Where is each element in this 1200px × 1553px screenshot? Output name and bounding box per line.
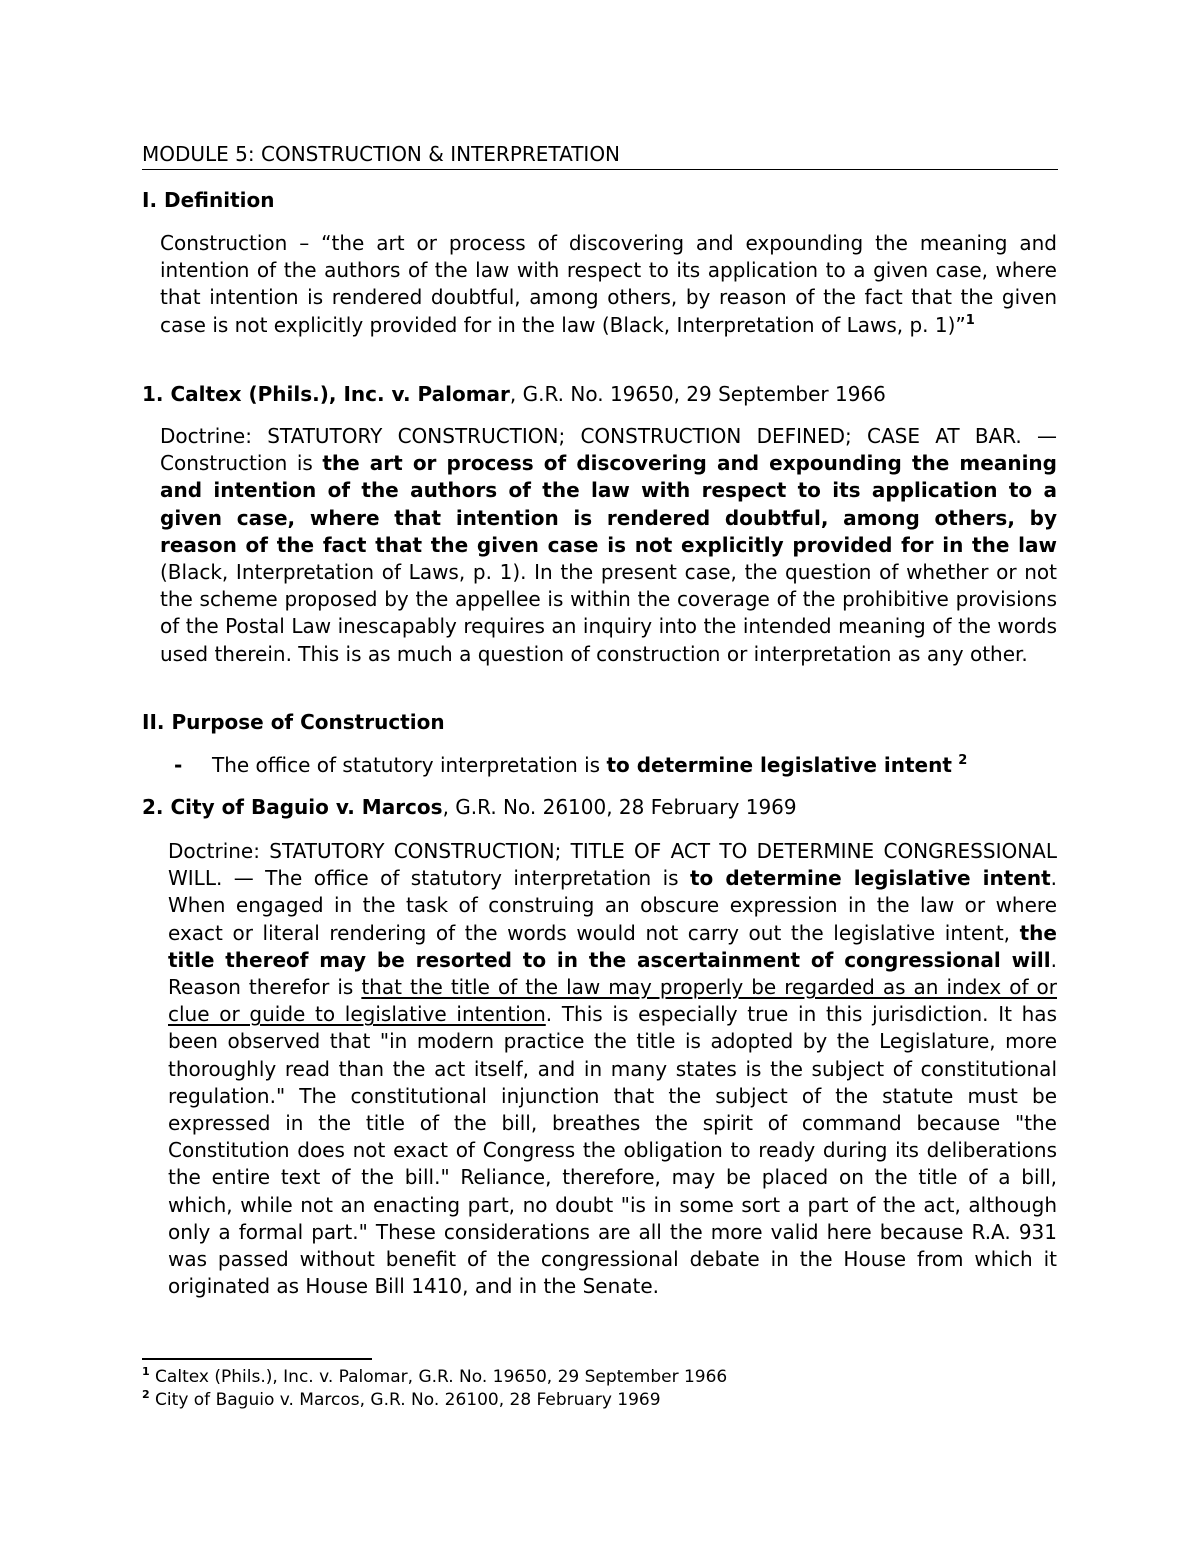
footnote-1 — [142, 1366, 727, 1389]
doctrine-paragraph-baguio — [168, 838, 1057, 1300]
definition-text: Construction – “the art or process of discovering and expounding the meaning and intention of the authors of the law with respect to its application to a given case, where that intention is rendered doubtful, among others, by reason of the fact that the given case is not explicitly provided for in the law (Black, Interpretation of Laws, p. 1)” — [160, 231, 1057, 337]
bullet-dash: - — [174, 753, 183, 777]
footnote-text-2: City of Baguio v. Marcos, G.R. No. 26100, 28 February 1969 — [149, 1390, 661, 1410]
bullet-text: The office of statutory interpretation is — [212, 753, 607, 777]
footnote-number-1: 1 — [142, 1365, 150, 1378]
doctrine-emphasis-caltex: the art or process of discovering and expounding the meaning and intention of the authors of the law with respect to its application to a given case, where that intention is rendered doubtful, among others, by reason of the fact that the given case is not explicitly provided for in the law — [160, 451, 1057, 557]
footnote-separator — [142, 1358, 372, 1360]
section-heading-purpose: II. Purpose of Construction — [142, 710, 445, 734]
footnote-ref-2[interactable]: 2 — [958, 753, 968, 768]
case-heading-baguio — [142, 794, 797, 821]
doctrine-intro-baguio: Doctrine: STATUTORY CONSTRUCTION; TITLE OF ACT TO DETERMINE CONGRESSIONAL WILL. — The office of statutory interpretation is — [168, 839, 1057, 891]
module-title: MODULE 5: CONSTRUCTION & INTERPRETATION — [142, 140, 1058, 170]
doctrine-emphasis-baguio-2: the title thereof may be resorted to in the ascertainment of congressional will — [168, 920, 1057, 972]
section-heading-definition: I. Definition — [142, 188, 275, 212]
bullet-emphasis: to determine legislative intent — [606, 753, 952, 777]
case-citation-caltex: , G.R. No. 19650, 29 September 1966 — [509, 382, 886, 406]
doctrine-rest-caltex: (Black, Interpretation of Laws, p. 1). In the present case, the question of whether or not the scheme proposed by the appellee is within the coverage of the prohibitive provisions of the Postal Law inescapably requires an inquiry into the intended meaning of the words used therein. This is as much a question of construction or interpretation as any other. — [160, 560, 1057, 666]
bullet-item-purpose — [174, 752, 967, 779]
doctrine-mid-baguio: . When engaged in the task of construing an obscure expression in the law or where exact or literal rendering of the words would not carry out the legislative intent, — [168, 866, 1057, 945]
case-citation-baguio: , G.R. No. 26100, 28 February 1969 — [442, 795, 797, 819]
doctrine-rest-baguio: . This is especially true in this jurisdiction. It has been observed that "in modern practice the title is adopted by the Legislature, more thoroughly read than the act itself, and in many states is the subject of constitutional regulation." The constitutional injunction that the subject of the statute must be expressed in the title of the bill, breathes the spirit of command because "the Constitution does not exact of Congress the obligation to ready during its deliberations the entire text of the bill." Reliance, therefore, may be placed on the title of a bill, which, while not an enacting part, no doubt "is in some sort a part of the act, although only a formal part." These considerations are all the more valid here because R.A. 931 was passed without benefit of the congressional debate in the House from which it originated as House Bill 1410, and in the Senate. — [168, 1002, 1057, 1299]
case-name-baguio: 2. City of Baguio v. Marcos — [142, 795, 443, 819]
doctrine-reason-baguio: . Reason therefor is — [168, 947, 1057, 1000]
doctrine-paragraph-caltex — [160, 423, 1057, 668]
footnote-ref-1[interactable]: 1 — [965, 312, 975, 328]
footnote-2 — [142, 1389, 661, 1412]
footnote-text-1: Caltex (Phils.), Inc. v. Palomar, G.R. No. 19650, 29 September 1966 — [149, 1367, 728, 1387]
doctrine-emphasis-baguio-1: to determine legislative intent — [690, 866, 1051, 891]
doctrine-intro-caltex: Doctrine: STATUTORY CONSTRUCTION; CONSTRUCTION DEFINED; CASE AT BAR. — Construction is — [160, 424, 1057, 476]
definition-paragraph — [160, 230, 1057, 339]
footnote-number-2: 2 — [142, 1388, 150, 1401]
case-name-caltex: 1. Caltex (Phils.), Inc. v. Palomar — [142, 382, 510, 406]
doctrine-underlined-baguio: that the title of the law may properly be regarded as an index of or clue or guide to legislative intention — [168, 975, 1057, 1027]
case-heading-caltex — [142, 381, 886, 408]
